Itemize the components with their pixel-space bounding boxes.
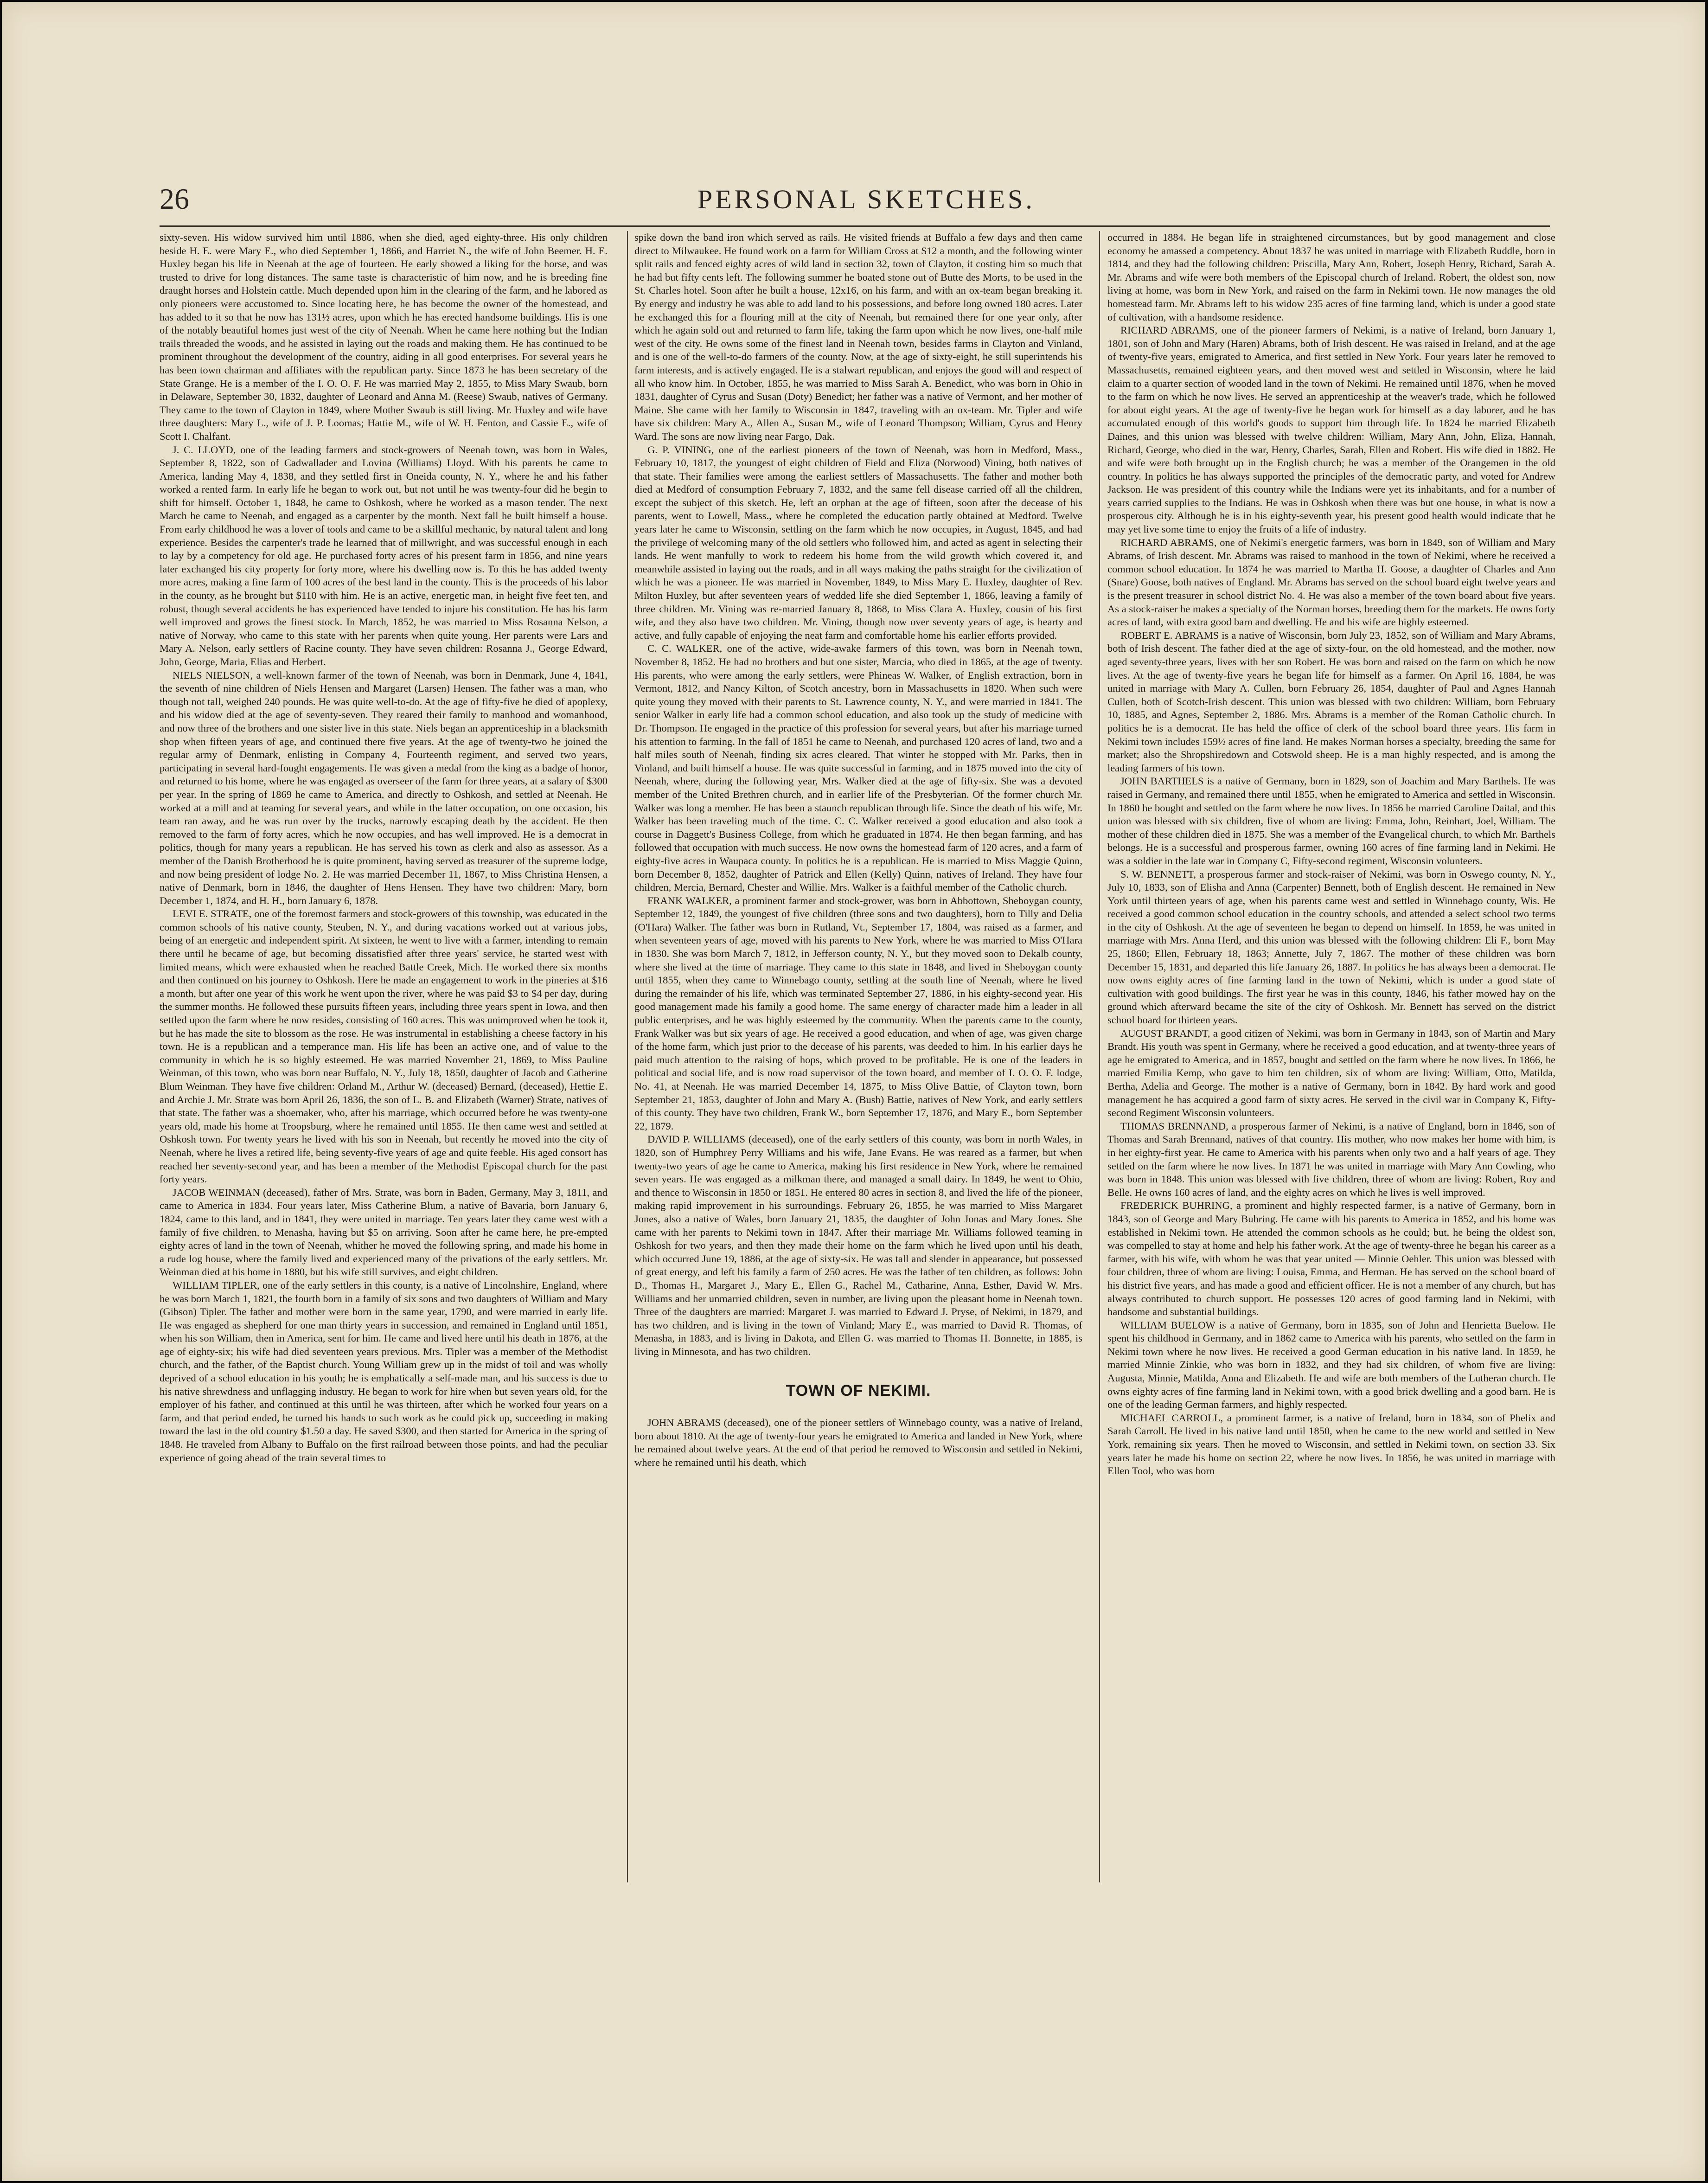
page-sheet [2, 2, 1705, 2181]
column-left [160, 231, 608, 1882]
paragraph: JOHN BARTHELS is a native of Germany, born in 1829, son of Joachim and Mary Barthels. He was raised in Germany, and remained there until 1855, when he emigrated to America and settled in Wisconsin. In 1860 he bought and settled on the farm where he now lives. In 1856 he married Caroline Daital, and this union was blessed with six children, five of whom are living: Emma, John, Reinhart, Joel, William. The mother of these children died in 1875. She was a member of the Evangelical church, to which Mr. Barthels belongs. He is a successful and prosperous farmer, owning 160 acres of fine farming land in Nekimi. He was a soldier in the late war in Company C, Fifty-second regiment, Wisconsin volunteers. [1107, 775, 1555, 867]
section-heading: TOWN OF NEKIMI. [786, 1382, 931, 1400]
paragraph: J. C. LLOYD, one of the leading farmers and stock-growers of Neenah town, was born in Wales, September 8, 1822, son of Cadwallader and Lovina (Williams) Lloyd. With his parents he came to America, landing May 4, 1838, and they settled first in Oneida county, N. Y., where he and his father worked a rented farm. In early life he began to work out, but not until he was twenty-four did he begin to shift for himself. October 1, 1848, he came to Oshkosh, where he worked as a mason tender. The next March he came to Neenah, and engaged as a carpenter by the month. Next fall he built himself a house. From early childhood he was a lover of tools and came to be a skillful mechanic, by natural talent and long experience. Besides the carpenter's trade he learned that of millwright, and was successful enough in each to lay by a competency for old age. He purchased forty acres of his present farm in 1856, and nine years later exchanged his city property for forty more, where his dwelling now is. To this he has added twenty more acres, making a fine farm of 100 acres of the best land in the county. This is the proceeds of his labor in the county, as he brought but $110 with him. He is an active, energetic man, in height five feet ten, and robust, though several accidents he has experienced have tended to injure his constitution. He has his farm well improved and grows the finest stock. In March, 1852, he was married to Miss Rosanna Nelson, a native of Norway, who came to this state with her parents when quite young. Her parents were Lars and Mary A. Nelson, early settlers of Racine county. They have seven children: Rosanna J., George Edward, John, George, Maria, Elias and Herbert. [160, 443, 608, 668]
paragraph: WILLIAM BUELOW is a native of Germany, born in 1835, son of John and Henrietta Buelow. He spent his childhood in Germany, and in 1862 came to America with his parents, who settled on the farm in Nekimi town where he now lives. He received a good German education in his native land. In 1859, he married Minnie Zinkie, who was born in 1832, and they had six children, of whom five are living: Augusta, Minnie, Matilda, Anna and Elizabeth. He and wife are both members of the Lutheran church. He owns eighty acres of fine farming land in Nekimi town, with a good brick dwelling and a good barn. He is one of the leading German farmers, and highly respected. [1107, 1319, 1555, 1411]
column-divider [1099, 231, 1100, 1882]
page-title: PERSONAL SKETCHES. [697, 184, 1035, 214]
paragraph: JACOB WEINMAN (deceased), father of Mrs. Strate, was born in Baden, Germany, May 3, 1811, and came to America in 1834. Four years later, Miss Catherine Blum, a native of Bavaria, born January 6, 1824, came to this land, and in 1841, they were united in marriage. Ten years later they came west with a family of five children, to Menasha, having but $5 on arriving. Soon after he came here, he pre-empted eighty acres of land in the town of Neenah, whither he moved the following spring, and made his home in a rude log house, where the family lived and experienced many of the privations of the early settlers. Mr. Weinman died at his home in 1880, but his wife still survives, and eight children. [160, 1186, 608, 1278]
page-number: 26 [160, 182, 189, 215]
paragraph: MICHAEL CARROLL, a prominent farmer, is a native of Ireland, born in 1834, son of Phelix and Sarah Carroll. He lived in his native land until 1850, when he came to the new world and settled in New York, remaining six years. Then he moved to Wisconsin, and settled in Nekimi town, on section 33. Six years later he made his home on section 22, where he now lives. In 1856, he was united in marriage with Ellen Tool, who was born [1107, 1412, 1555, 1477]
paragraph: JOHN ABRAMS (deceased), one of the pioneer settlers of Winnebago county, was a native of Ireland, born about 1810. At the age of twenty-four years he emigrated to America and landed in New York, where he remained about twelve years. At the end of that period he removed to Wisconsin and settled in Nekimi, where he remained until his death, which [634, 1417, 1082, 1468]
paragraph: spike down the band iron which served as rails. He visited friends at Buffalo a few days and then came direct to Milwaukee. He found work on a farm for William Cross at $12 a month, and the following winter split rails and fenced eighty acres of wild land in section 32, town of Clayton, it costing him so much that he had but fifty cents left. The following summer he boated stone out of Butte des Morts, to be used in the St. Charles hotel. Soon after he built a house, 12x16, on his farm, and with an ox-team began breaking it. By energy and industry he was able to add land to his possessions, and before long owned 180 acres. Later he exchanged this for a flouring mill at the city of Neenah, but remained there for one year only, after which he again sold out and returned to farm life, taking the farm upon which he now lives, one-half mile west of the city. He owns some of the finest land in Neenah town, besides farms in Clayton and Vinland, and is one of the well-to-do farmers of the county. Now, at the age of sixty-eight, he still superintends his farm interests, and is actively engaged. He is a stalwart republican, and enjoys the good will and respect of all who know him. In October, 1855, he was married to Miss Sarah A. Benedict, who was born in Ohio in 1831, daughter of Cyrus and Susan (Doty) Benedict; her father was a native of Vermont, and her mother of Maine. She came with her family to Wisconsin in 1847, traveling with an ox-team. Mr. Tipler and wife have six children: Mary A., Allen A., Susan M., wife of Leonard Thompson; William, Cyrus and Henry Ward. The sons are now living near Fargo, Dak. [634, 231, 1082, 442]
header-rule [160, 225, 1550, 227]
paragraph: WILLIAM TIPLER, one of the early settlers in this county, is a native of Lincolnshire, England, where he was born March 1, 1821, the fourth born in a family of six sons and two daughters of William and Mary (Gibson) Tipler. The father and mother were born in the same year, 1790, and were married in early life. He was engaged as shepherd for one man thirty years in succession, and remained in England until 1851, when his son William, then in America, sent for him. He came and lived here until his death in 1876, at the age of eighty-six; his wife had died seventeen years previous. Mrs. Tipler was a member of the Methodist church, and the father, of the Baptist church. Young William grew up in the midst of toil and was wholly deprived of a school education in his youth; he is emphatically a self-made man, and his success is due to his native shrewdness and unflagging industry. He began to work for hire when but seven years old, for the employer of his father, and continued at this until he was thirteen, after which he worked four years on a farm, and that period ended, he turned his hands to such work as he could pick up, succeeding in making toward the last in the old country $1.50 a day. He saved $300, and then started for America in the spring of 1848. He traveled from Albany to Buffalo on the first railroad between those points, and had the peculiar experience of going ahead of the train several times to [160, 1279, 608, 1464]
paragraph: ROBERT E. ABRAMS is a native of Wisconsin, born July 23, 1852, son of William and Mary Abrams, both of Irish descent. The father died at the age of sixty-four, on the old homestead, and the mother, now aged seventy-three years, lives with her son Robert. He was born and raised on the farm on which he now lives. At the age of twenty-five years he began life for himself as a farmer. On April 16, 1884, he was united in marriage with Mary A. Cullen, born February 26, 1854, daughter of Paul and Agnes Hannah Cullen, both of Scotch-Irish descent. This union was blessed with two children: William, born February 10, 1885, and Agnes, September 2, 1886. Mrs. Abrams is a member of the Roman Catholic church. In politics he is a democrat. He has held the office of clerk of the school board three years. His farm in Nekimi town includes 159½ acres of fine land. He makes Norman horses a specialty, breeding the same for market; also the Shropshiredown and Cotswold sheep. He is a man highly respected, and is among the leading farmers of his town. [1107, 629, 1555, 774]
column-right [1107, 231, 1555, 1882]
paragraph: AUGUST BRANDT, a good citizen of Nekimi, was born in Germany in 1843, son of Martin and Mary Brandt. His youth was spent in Germany, where he received a good education, and at twenty-three years of age he emigrated to America, and in 1857, bought and settled on the farm where he now lives. In 1866, he married Emilia Kemp, who gave to him ten children, six of whom are living: William, Otto, Matilda, Bertha, Adelia and George. The mother is a native of Germany, born in 1842. By hard work and good management he has acquired a good farm of sixty acres. He served in the civil war in Company K, Fifty-second Regiment Wisconsin volunteers. [1107, 1027, 1555, 1119]
paragraph: sixty-seven. His widow survived him until 1886, when she died, aged eighty-three. His only children beside H. E. were Mary E., who died September 1, 1866, and Harriet N., the wife of John Beemer. H. E. Huxley began his life in Neenah at the age of fourteen. He early showed a liking for the horse, and was trusted to drive for long distances. The same taste is characteristic of him now, and he is breeding fine draught horses and Holstein cattle. Much depended upon him in the clearing of the farm, and he labored as only pioneers were accustomed to. Since locating here, he has become the owner of the homestead, and has added to it so that he now has 131½ acres, upon which he has erected handsome buildings. His is one of the notably beautiful homes just west of the city of Neenah. When he came here nothing but the Indian trails threaded the woods, and he assisted in laying out the roads and making them. He has continued to be prominent throughout the development of the country, aiding in all good enterprises. For several years he has been town chairman and affiliates with the republican party. Since 1873 he has been secretary of the State Grange. He is a member of the I. O. O. F. He was married May 2, 1855, to Miss Mary Swaub, born in Delaware, September 30, 1832, daughter of Leonard and Anna M. (Reese) Swaub, natives of Germany. They came to the town of Clayton in 1849, where Mother Swaub is still living. Mr. Huxley and wife have three daughters: Mary L., wife of J. P. Loomas; Hattie M., wife of W. H. Fenton, and Cassie E., wife of Scott I. Chalfant. [160, 231, 608, 442]
paragraph: occurred in 1884. He began life in straightened circumstances, but by good management and close economy he amassed a competency. About 1837 he was united in marriage with Elizabeth Ruddle, born in 1814, and they had the following children: Priscilla, Mary Ann, Robert, Joseph Henry, Richard, Sarah A. Mr. Abrams and wife were both members of the Episcopal church of Ireland. Robert, the oldest son, now living at home, was born in New York, and raised on the farm in Nekimi town. He now manages the old homestead farm. Mr. Abrams left to his widow 235 acres of fine farming land, which is under a good state of cultivation, with a handsome residence. [1107, 231, 1555, 323]
paragraph: NIELS NIELSON, a well-known farmer of the town of Neenah, was born in Denmark, June 4, 1841, the seventh of nine children of Niels Hensen and Margaret (Larsen) Hensen. The father was a man, who though not tall, weighed 240 pounds. He was quite well-to-do. At the age of fifty-five he died of apoplexy, and his widow died at the age of seventy-seven. They reared their family to manhood and womanhood, and now three of the brothers and one sister live in this state. Niels began an apprenticeship in a blacksmith shop when fifteen years of age, and continued there five years. At the age of twenty-two he joined the regular army of Denmark, enlisting in Company 4, Fourteenth regiment, and served two years, participating in several hard-fought engagements. He was given a medal from the king as a badge of honor, and returned to his home, where he was engaged as overseer of the farm for three years, at a salary of $300 per year. In the spring of 1869 he came to America, and directly to Oshkosh, and settled at Neenah. He worked at a mill and at teaming for several years, and while in the latter occupation, on one occasion, his team ran away, and he was run over by the trucks, narrowly escaping death by the accident. He then removed to the farm of forty acres, which he now occupies, and has well improved. He is a democrat in politics, though for many years a republican. He has served his town as clerk and also as assessor. As a member of the Danish Brotherhood he is quite prominent, having served as treasurer of the supreme lodge, and now being president of lodge No. 2. He was married December 11, 1867, to Miss Christina Hensen, a native of Denmark, born in 1846, the daughter of Hens Hensen. They have two children: Mary, born December 1, 1874, and H. H., born January 6, 1878. [160, 669, 608, 906]
paragraph: RICHARD ABRAMS, one of the pioneer farmers of Nekimi, is a native of Ireland, born January 1, 1801, son of John and Mary (Haren) Abrams, both of Irish descent. He was raised in Ireland, and at the age of twenty-five years, emigrated to America, and first settled in New York. Four years later he removed to Massachusetts, remained eighteen years, and then moved west and settled in Wisconsin, where he laid claim to a quarter section of wooded land in the town of Nekimi. He remained until 1876, when he moved to the farm on which he now lives. He served an apprenticeship at the weaver's trade, which he followed for about eight years. At the age of twenty-five he began work for himself as a day laborer, and he has accumulated enough of this world's goods to support him through life. In 1824 he married Elizabeth Daines, and this union was blessed with twelve children: William, Mary Ann, John, Eliza, Hannah, Richard, George, who died in the war, Henry, Charles, Sarah, Ellen and Robert. His wife died in 1882. He and wife were both brought up in the English church; he was a member of the Orangemen in the old country. In politics he has always supported the principles of the democratic party, and voted for Andrew Jackson. He was president of this country while the Indians were yet its inhabitants, and for a number of years carried supplies to the Indians. He was in Oshkosh when there was but one house, in what is now a prosperous city. Although he is in his eighty-seventh year, his present good health would indicate that he may yet live some time to enjoy the fruits of a life of industry. [1107, 324, 1555, 535]
paragraph: G. P. VINING, one of the earliest pioneers of the town of Neenah, was born in Medford, Mass., February 10, 1817, the youngest of eight children of Field and Eliza (Norwood) Vining, both natives of that state. Their families were among the earliest settlers of Massachusetts. The father and mother both died at Medford of consumption February 7, 1832, and the same fell disease carried off all the children, except the subject of this sketch. He, left an orphan at the age of fifteen, soon after the decease of his parents, went to Lowell, Mass., where he completed the education partly obtained at Medford. Twelve years later he came to Wisconsin, settling on the farm which he now occupies, in August, 1845, and had the privilege of welcoming many of the old settlers who followed him, and acted as agent in selecting their lands. He went manfully to work to redeem his home from the wild growth which covered it, and meanwhile assisted in laying out the roads, and in all ways making the paths straight for the civilization of which he was a pioneer. He was married in November, 1849, to Miss Mary E. Huxley, daughter of Rev. Milton Huxley, but after seventeen years of wedded life she died September 1, 1866, leaving a family of three children. Mr. Vining was re-married January 8, 1868, to Miss Clara A. Huxley, cousin of his first wife, and they also have two children. Mr. Vining, though now over seventy years of age, is hearty and active, and fully capable of enjoying the neat farm and comfortable home his earlier efforts provided. [634, 443, 1082, 641]
column-middle [634, 231, 1082, 1882]
paragraph: FRANK WALKER, a prominent farmer and stock-grower, was born in Abbottown, Sheboygan county, September 12, 1849, the youngest of five children (three sons and two daughters), born to Tilly and Delia (O'Hara) Walker. The father was born in Rutland, Vt., September 17, 1804, was raised as a farmer, and when seventeen years of age, moved with his parents to New York, where he was married to Miss O'Hara in 1830. She was born March 7, 1812, in Jefferson county, N. Y., but they moved soon to Dekalb county, where she lived at the time of marriage. They came to this state in 1848, and lived in Sheboygan county until 1855, when they came to Winnebago county, settling at the south line of Neenah, where he lived during the remainder of his life, which was terminated September 27, 1886, in his eighty-second year. His good management made his family a good home. The same energy of character made him a leader in all public enterprises, and he was highly esteemed by the community. When the parents came to the county, Frank Walker was but six years of age. He received a good education, and when of age, was given charge of the home farm, which just prior to the decease of his parents, was deeded to him. In his earlier days he paid much attention to the raising of hops, which proved to be profitable. He is one of the leaders in political and social life, and is now road supervisor of the town board, and member of I. O. O. F. lodge, No. 41, at Neenah. He was married December 14, 1875, to Miss Olive Battie, of Clayton town, born September 21, 1853, daughter of John and Mary A. (Bush) Battie, natives of New York, and early settlers of this county. They have two children, Frank W., born September 17, 1876, and Mary E., born September 22, 1879. [634, 894, 1082, 1132]
paragraph: THOMAS BRENNAND, a prosperous farmer of Nekimi, is a native of England, born in 1846, son of Thomas and Sarah Brennand, natives of that country. His mother, who now makes her home with him, is in her eighty-first year. He came to America with his parents when only two and a half years of age. They settled on the farm where he now lives. In 1871 he was united in marriage with Mary Ann Cowling, who was born in 1848. This union was blessed with five children, three of whom are living: Robert, Roy and Belle. He owns 160 acres of land, and the eighty acres on which he lives is well improved. [1107, 1120, 1555, 1198]
paragraph: LEVI E. STRATE, one of the foremost farmers and stock-growers of this township, was educated in the common schools of his native county, Steuben, N. Y., and during vacations worked out at various jobs, being of an energetic and independent spirit. At sixteen, he went to live with a farmer, intending to remain there until he became of age, but becoming dissatisfied after three years' service, he started west with limited means, which were exhausted when he reached Battle Creek, Mich. He worked there six months and then continued on his journey to Oshkosh. Here he made an engagement to work in the pineries at $16 a month, but after one year of this work he went upon the river, where he was paid $3 to $4 per day, during the summer months. He followed these pursuits fifteen years, including three years spent in Iowa, and then settled upon the farm where he now resides, consisting of 160 acres. This was unimproved when he took it, but he has made the site to blossom as the rose. He was instrumental in establishing a cheese factory in his town. He is a republican and a temperance man. His life has been an active one, and of value to the community in which he is so highly esteemed. He was married November 21, 1869, to Miss Pauline Weinman, of this town, who was born near Buffalo, N. Y., July 18, 1850, daughter of Jacob and Catherine Blum Weinman. They have five children: Orland M., Arthur W. (deceased) Bernard, (deceased), Hettie E. and Archie J. Mr. Strate was born April 26, 1836, the son of L. B. and Elizabeth (Warner) Strate, natives of that state. The father was a shoemaker, who, after his marriage, which occurred before he was twenty-one years old, made his home at Troopsburg, where he remained until 1855. He then came west and settled at Oshkosh town. For twenty years he lived with his son in Neenah, but recently he moved into the city of Neenah, where he lives a retired life, being seventy-five years of age and quite feeble. His aged consort has reached her seventy-second year, and has been a member of the Methodist Episcopal church for the past forty years. [160, 908, 608, 1185]
paragraph: DAVID P. WILLIAMS (deceased), one of the early settlers of this county, was born in north Wales, in 1820, son of Humphrey Perry Williams and his wife, Jane Evans. He was reared as a farmer, but when twenty-two years of age he came to America, making his first residence in New York, where he remained seven years. He was engaged as a milkman there, and managed a small dairy. In 1849, he went to Ohio, and thence to Wisconsin in 1850 or 1851. He entered 80 acres in section 8, and lived the life of the pioneer, making rapid improvement in his surroundings. February 26, 1855, he was married to Miss Margaret Jones, also a native of Wales, born January 21, 1835, the daughter of John Jonas and Mary Jones. She came with her parents to Nekimi town in 1847. After their marriage Mr. Williams followed teaming in Oshkosh for two years, and then they made their home on the farm which he lived upon until his death, which occurred June 19, 1886, at the age of sixty-six. He was tall and slender in appearance, but possessed of great energy, and left his family a farm of 250 acres. He was the father of ten children, as follows: John D., Thomas H., Margaret J., Mary E., Ellen G., Rachel M., Catharine, Anna, Esther, David W. Mrs. Williams and her unmarried children, seven in number, are living upon the pleasant home in Neenah town. Three of the daughters are married: Margaret J. was married to Edward J. Pryse, of Nekimi, in 1879, and has two children, and is living in the town of Vinland; Mary E., was married to David R. Thomas, of Menasha, in 1883, and is living in Dakota, and Ellen G. was married to Thomas H. Bonnette, in 1885, is living in Minnesota, and has two children. [634, 1133, 1082, 1357]
paragraph: FREDERICK BUHRING, a prominent and highly respected farmer, is a native of Germany, born in 1843, son of George and Mary Buhring. He came with his parents to America in 1852, and his home was established in Nekimi town. He attended the common schools as he could; but, he being the oldest son, was compelled to stay at home and help his father work. At the age of twenty-three he began his career as a farmer, with his wife, with whom he was that year united — Minnie Oehler. This union was blessed with four children, three of whom are living: Louisa, Emma, and Herman. He has served on the school board of his district five years, and has made a good and efficient officer. He is not a member of any church, but has always contributed to church support. He possesses 120 acres of good farming land in Nekimi, with handsome and substantial buildings. [1107, 1200, 1555, 1318]
paragraph: RICHARD ABRAMS, one of Nekimi's energetic farmers, was born in 1849, son of William and Mary Abrams, of Irish descent. Mr. Abrams was raised to manhood in the town of Nekimi, where he received a common school education. In 1874 he was married to Martha H. Goose, a daughter of Charles and Ann (Snare) Goose, both natives of England. Mr. Abrams has served on the school board eight twelve years and is the present treasurer in school district No. 4. He was also a member of the town board about five years. As a stock-raiser he makes a specialty of the Norman horses, breeding them for the markets. He owns forty acres of land, with extra good barn and dwelling. He and his wife are highly esteemed. [1107, 536, 1555, 628]
paragraph: S. W. BENNETT, a prosperous farmer and stock-raiser of Nekimi, was born in Oswego county, N. Y., July 10, 1833, son of Elisha and Anna (Carpenter) Bennett, both of English descent. He remained in New York until thirteen years of age, when his parents came west and settled in Winnebago county, Wis. He received a good common school education in the country schools, and attended a select school two terms in the city of Oshkosh. At the age of seventeen he began to depend on himself. In 1859, he was united in marriage with Mrs. Anna Herd, and this union was blessed with the following children: Eli F., born May 25, 1860; Ellen, February 18, 1863; Annette, July 7, 1867. The mother of these children was born December 15, 1831, and departed this life January 26, 1887. In politics he has always been a democrat. He now owns eighty acres of fine farming land in the town of Nekimi, which is under a good state of cultivation with good buildings. The first year he was in this county, 1846, his father mowed hay on the ground which afterward became the site of the city of Oshkosh. Mr. Bennett has served on the district school board for thirteen years. [1107, 868, 1555, 1026]
paragraph: C. C. WALKER, one of the active, wide-awake farmers of this town, was born in Neenah town, November 8, 1852. He had no brothers and but one sister, Marcia, who died in 1865, at the age of twenty. His parents, who were among the early settlers, were Phineas W. Walker, of English extraction, born in Vermont, 1812, and Nancy Kilton, of Scotch ancestry, born in Massachusetts in 1820. When such were quite young they moved with their parents to St. Lawrence county, N. Y., and were married in 1841. The senior Walker in early life had a common school education, and also took up the study of medicine with Dr. Thompson. He engaged in the practice of this profession for several years, but after his marriage turned his attention to farming. In the fall of 1851 he came to Neenah, and purchased 120 acres of land, two and a half miles south of Neenah, finding six acres cleared. That winter he stopped with Mr. Parks, then in Vinland, and built himself a house. He was quite successful in farming, and in 1875 moved into the city of Neenah, where, during the following year, Mrs. Walker died at the age of fifty-six. She was a devoted member of the United Brethren church, and in earlier life of the Presbyterian. Of the former church Mr. Walker was long a member. He has been a staunch republican through life. Since the death of his wife, Mr. Walker has been traveling much of the time. C. C. Walker received a good education and also took a course in Daggett's Business College, from which he graduated in 1874. He then began farming, and has followed that occupation with much success. He now owns the homestead farm of 120 acres, and a farm of eighty-five acres in Waupaca county. In politics he is a republican. He is married to Miss Maggie Quinn, born December 8, 1852, daughter of Patrick and Ellen (Kelly) Quinn, natives of Ireland. They have four children, Mercia, Bernard, Chester and Willie. Mrs. Walker is a faithful member of the Catholic church. [634, 642, 1082, 893]
column-divider [627, 231, 628, 1882]
